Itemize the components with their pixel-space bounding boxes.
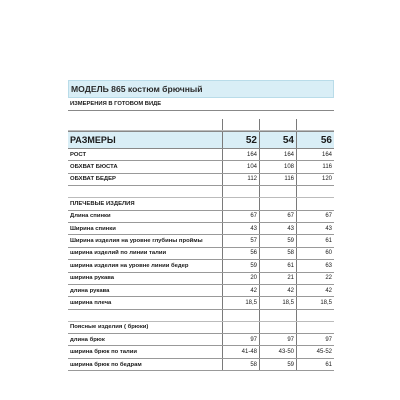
- blank-cell: [296, 198, 334, 209]
- blank-cell: [222, 310, 259, 321]
- row-label: ширина изделия на уровне линии бедер: [70, 262, 189, 269]
- cell-value: 61: [296, 359, 334, 370]
- blank-cell: [296, 322, 334, 333]
- cell-value: 97: [222, 334, 259, 345]
- blank-cell: [68, 186, 222, 197]
- table-row: [68, 346, 334, 358]
- table-row: [68, 334, 334, 346]
- blank-cell: [259, 198, 296, 209]
- cell-value: 67: [259, 211, 296, 222]
- blank-row: [68, 186, 334, 198]
- table-row: [68, 260, 334, 272]
- blank-cell: [68, 119, 222, 130]
- blank-row: [68, 310, 334, 322]
- row-label: ОБХВАТ БЕДЕР: [70, 176, 116, 183]
- title-row: [68, 80, 334, 98]
- size-56: 56: [296, 132, 334, 148]
- section-heading-waist: Поясные изделия ( брюки): [70, 324, 149, 331]
- sizes-label: РАЗМЕРЫ: [70, 135, 116, 145]
- blank-cell: [259, 119, 296, 130]
- row-label: ширина рукава: [70, 275, 115, 282]
- sizes-header-row: [68, 131, 334, 149]
- page-title: МОДЕЛЬ 865 костюм брючный: [71, 84, 203, 94]
- cell-value: 57: [222, 235, 259, 246]
- blank-cell: [222, 198, 259, 209]
- spacer: [68, 111, 334, 119]
- cell-value: 45-52: [296, 346, 334, 357]
- cell-value: 18,5: [296, 297, 334, 308]
- cell-value: 61: [296, 235, 334, 246]
- blank-cell: [296, 310, 334, 321]
- blank-row: [68, 119, 334, 131]
- cell-value: 116: [296, 161, 334, 172]
- cell-value: 63: [296, 260, 334, 271]
- cell-value: 104: [222, 161, 259, 172]
- row-label: ширина плеча: [70, 299, 112, 306]
- cell-value: 97: [259, 334, 296, 345]
- cell-value: 108: [259, 161, 296, 172]
- cell-value: 61: [259, 260, 296, 271]
- blank-cell: [259, 186, 296, 197]
- cell-value: 42: [222, 285, 259, 296]
- cell-value: 18,5: [259, 297, 296, 308]
- blank-cell: [259, 322, 296, 333]
- blank-cell: [222, 119, 259, 130]
- cell-value: 120: [296, 174, 334, 185]
- cell-value: 43: [296, 223, 334, 234]
- section-heading-shoulder: ПЛЕЧЕВЫЕ ИЗДЕЛИЯ: [70, 200, 135, 207]
- table-row: [68, 273, 334, 285]
- cell-value: 112: [222, 174, 259, 185]
- cell-value: 43-50: [259, 346, 296, 357]
- table-row: [68, 248, 334, 260]
- size-chart: [68, 80, 334, 371]
- cell-value: 41-48: [222, 346, 259, 357]
- blank-cell: [222, 322, 259, 333]
- table-row: [68, 223, 334, 235]
- row-label: Ширина спинки: [70, 225, 116, 232]
- table-row: [68, 149, 334, 161]
- cell-value: 67: [296, 211, 334, 222]
- cell-value: 164: [259, 149, 296, 160]
- cell-value: 59: [222, 260, 259, 271]
- cell-value: 56: [222, 248, 259, 259]
- table-row: [68, 297, 334, 309]
- blank-cell: [259, 310, 296, 321]
- cell-value: 59: [259, 235, 296, 246]
- table-row: [68, 235, 334, 247]
- row-label: ширина брюк по талии: [70, 349, 138, 356]
- cell-value: 43: [222, 223, 259, 234]
- row-label: длина рукава: [70, 287, 110, 294]
- blank-cell: [222, 186, 259, 197]
- blank-cell: [296, 186, 334, 197]
- cell-value: 60: [296, 248, 334, 259]
- cell-value: 43: [259, 223, 296, 234]
- cell-value: 116: [259, 174, 296, 185]
- row-label: длина брюк: [70, 336, 105, 343]
- cell-value: 164: [296, 149, 334, 160]
- blank-cell: [296, 119, 334, 130]
- cell-value: 67: [222, 211, 259, 222]
- cell-value: 20: [222, 273, 259, 284]
- row-label: ширина брюк по бедрам: [70, 361, 142, 368]
- table-row: [68, 161, 334, 173]
- row-label: ширина изделий по линии талии: [70, 250, 167, 257]
- cell-value: 42: [259, 285, 296, 296]
- cell-value: 58: [222, 359, 259, 370]
- cell-value: 22: [296, 273, 334, 284]
- row-label: РОСТ: [70, 151, 87, 158]
- cell-value: 59: [259, 359, 296, 370]
- section-heading-row: [68, 322, 334, 334]
- cell-value: 164: [222, 149, 259, 160]
- subtitle-row: [68, 98, 334, 111]
- row-label: Ширина изделия на уровне глубины проймы: [70, 238, 203, 245]
- cell-value: 97: [296, 334, 334, 345]
- cell-value: 42: [296, 285, 334, 296]
- table-row: [68, 174, 334, 186]
- row-label: Длина спинки: [70, 213, 111, 220]
- cell-value: 18,5: [222, 297, 259, 308]
- size-54: 54: [259, 132, 296, 148]
- section-heading-row: [68, 198, 334, 210]
- blank-cell: [68, 310, 222, 321]
- row-label: ОБХВАТ БЮСТА: [70, 164, 118, 171]
- table-row: [68, 359, 334, 371]
- size-52: 52: [222, 132, 259, 148]
- cell-value: 58: [259, 248, 296, 259]
- subtitle: ИЗМЕРЕНИЯ В ГОТОВОМ ВИДЕ: [70, 101, 162, 107]
- table-row: [68, 285, 334, 297]
- cell-value: 21: [259, 273, 296, 284]
- table-row: [68, 211, 334, 223]
